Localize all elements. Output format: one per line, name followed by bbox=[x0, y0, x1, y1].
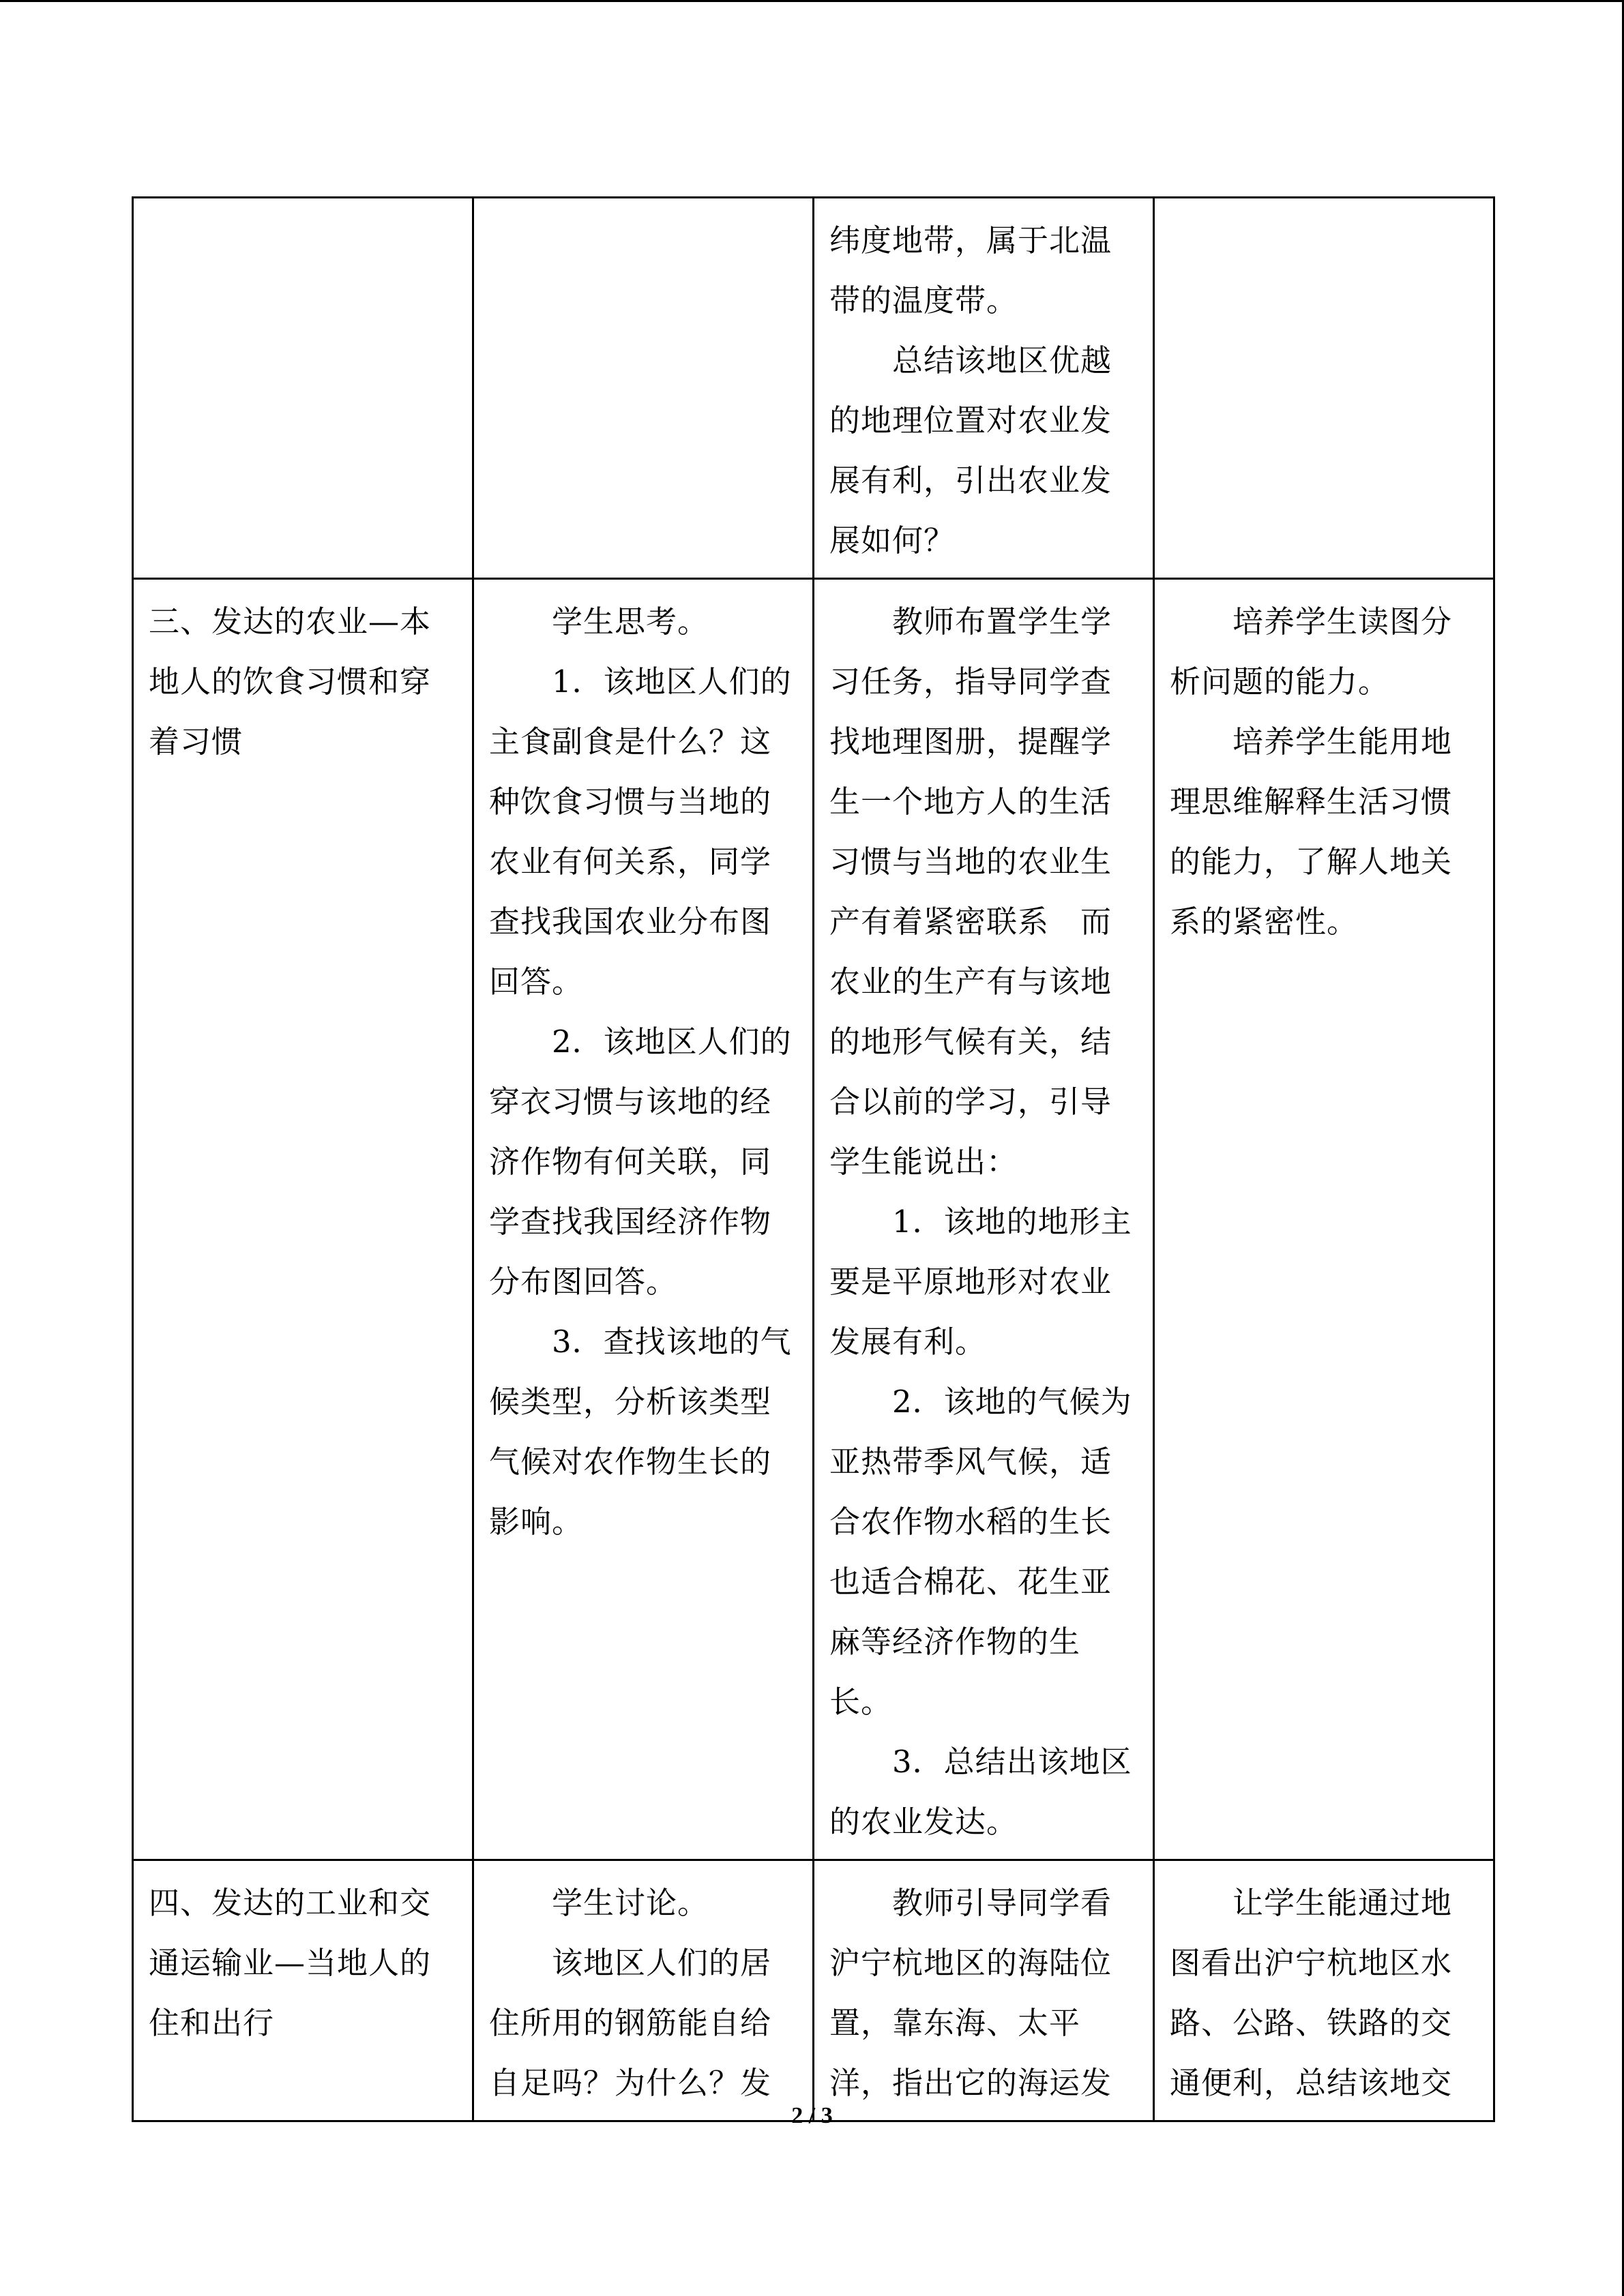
design-intent-cell bbox=[1154, 198, 1494, 579]
stage-cell bbox=[133, 1860, 473, 2121]
cell-paragraph: 3．查找该地的气候类型，分析该类型气候对农作物生长的影响。 bbox=[489, 1324, 792, 1540]
cell-paragraph: 该地区人们的居住所用的钢筋能自给自足吗？为什么？发 bbox=[489, 1945, 772, 2101]
cell-paragraph: 让学生能通过地图看出沪宁杭地区水路、公路、铁路的交通便利，总结该地交 bbox=[1170, 1885, 1453, 2101]
teacher-activity-cell bbox=[814, 1860, 1154, 2121]
teacher-activity-cell bbox=[814, 579, 1154, 1860]
cell-paragraph: 2．该地区人们的穿衣习惯与该地的经济作物有何关联，同学查找我国经济作物分布图回答。 bbox=[489, 1024, 792, 1300]
cell-paragraph: 教师布置学生学习任务，指导同学查找地理图册，提醒学生一个地方人的生活习惯与当地的农业生产有着紧密联系 而农业的生产有与该地的地形气候有关，结合以前的学习，引导学生能说出： bbox=[829, 603, 1112, 1180]
student-activity-cell bbox=[473, 579, 814, 1860]
teacher-activity-cell bbox=[814, 198, 1154, 579]
design-intent-cell bbox=[1154, 1860, 1494, 2121]
design-intent-cell bbox=[1154, 579, 1494, 1860]
cell-paragraph: 1．该地的地形主要是平原地形对农业发展有利。 bbox=[829, 1204, 1132, 1360]
lesson-plan-table bbox=[132, 196, 1495, 2122]
cell-paragraph: 3．总结出该地区的农业发达。 bbox=[829, 1744, 1132, 1840]
cell-paragraph: 纬度地带，属于北温带的温度带。 bbox=[829, 222, 1112, 318]
cell-paragraph: 培养学生能用地理思维解释生活习惯的能力，了解人地关系的紧密性。 bbox=[1170, 724, 1453, 940]
page-top-border bbox=[0, 0, 1624, 2]
cell-paragraph: 学生讨论。 bbox=[552, 1885, 709, 1921]
cell-paragraph: 四、发达的工业和交通运输业—当地人的住和出行 bbox=[149, 1885, 432, 2041]
cell-paragraph: 1．该地区人们的主食副食是什么？这种饮食习惯与当地的农业有何关系，同学查找我国农业分布图回答。 bbox=[489, 664, 792, 1000]
table-row bbox=[133, 1860, 1494, 2121]
cell-paragraph: 三、发达的农业—本地人的饮食习惯和穿着习惯 bbox=[149, 603, 432, 760]
table-row bbox=[133, 579, 1494, 1860]
table-row bbox=[133, 198, 1494, 579]
stage-cell bbox=[133, 579, 473, 1860]
page-number: 2 / 3 bbox=[791, 2103, 833, 2128]
student-activity-cell bbox=[473, 198, 814, 579]
cell-paragraph: 学生思考。 bbox=[552, 603, 709, 640]
cell-paragraph: 培养学生读图分析问题的能力。 bbox=[1170, 603, 1453, 700]
cell-paragraph: 总结该地区优越的地理位置对农业发展有利，引出农业发展如何？ bbox=[829, 342, 1112, 558]
stage-cell bbox=[133, 198, 473, 579]
student-activity-cell bbox=[473, 1860, 814, 2121]
cell-paragraph: 教师引导同学看沪宁杭地区的海陆位置，靠东海、太平洋，指出它的海运发 bbox=[829, 1885, 1112, 2101]
cell-paragraph: 2．该地的气候为亚热带季风气候，适合农作物水稻的生长也适合棉花、花生亚麻等经济作物的生长。 bbox=[829, 1384, 1132, 1720]
